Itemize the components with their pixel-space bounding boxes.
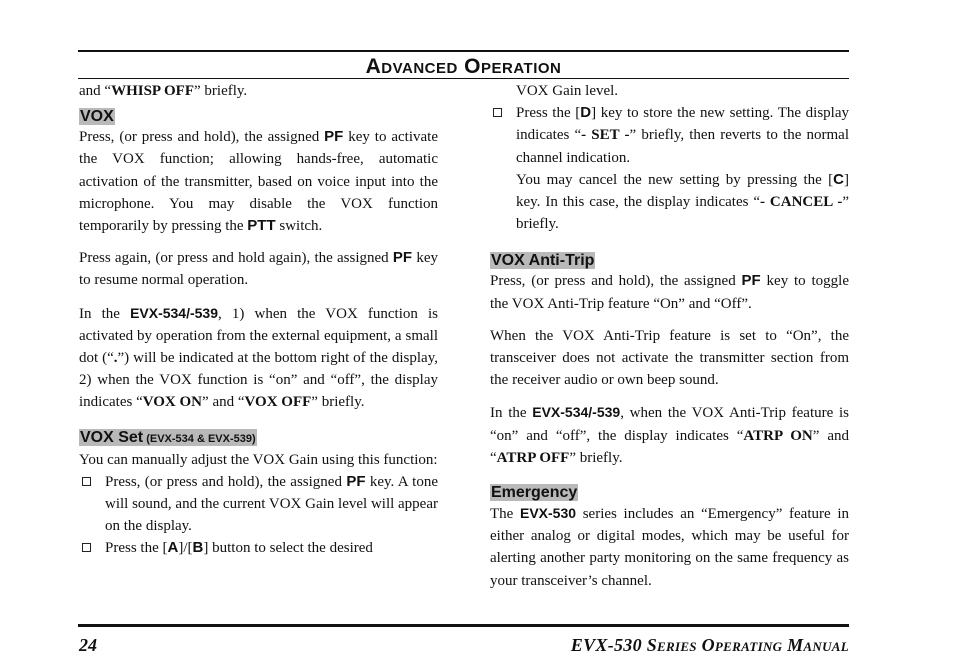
vox-heading: VOX [80,108,114,126]
vox-set-step-1: Press, (or press and hold), the assigned PF key. A tone will sound, and the current VOX Gain level will appear on the display. [79,471,438,538]
anti-trip-paragraph-2: When the VOX Anti-Trip feature is set to “On”, the transceiver does not activate the transmitter section from the receiver audio or own beep sound. [490,327,849,389]
checkbox-bullet-icon [82,543,91,552]
left-column [79,80,438,560]
vox-paragraph-1: Press, (or press and hold), the assigned PF key to activate the VOX function; allowing hands-free, automatic activation of the transmitter, based on voice input into the microphone. You may disable the VOX function temporarily by pressing the PTT switch. [79,128,438,235]
footer-rule [78,624,849,627]
manual-title: EVX-530 Series Operating Manual [570,635,849,655]
anti-trip-paragraph-1: Press, (or press and hold), the assigned PF key to toggle the VOX Anti-Trip feature “On” and “Off”. [490,272,849,312]
emergency-paragraph: The EVX-530 series includes an “Emergency” feature in either analog or digital modes, which may be useful for alerting another party monitoring on the same frequency as your transceiver’s channel. [490,505,849,589]
anti-trip-paragraph-3: In the EVX-534/-539, when the VOX Anti-Trip feature is “on” and “off”, the display indicates “ATRP ON” and “ATRP OFF” briefly. [490,404,849,466]
vox-anti-trip-heading: VOX Anti-Trip [491,252,595,270]
cancel-note: You may cancel the new setting by pressing the [C] key. In this case, the display indicates “- CANCEL -” briefly. [516,170,849,233]
vox-paragraph-3: In the EVX-534/-539, 1) when the VOX function is activated by operation from the external equipment, a small dot (“.”) will be indicated at the bottom right of the display, 2) when the VOX function is “on” and “off”, the display indicates “VOX ON” and “VOX OFF” briefly. [79,304,438,411]
vox-set-heading: VOX Set (EVX-534 & EVX-539) [80,428,256,446]
vox-paragraph-2: Press again, (or press and hold again), the assigned PF key to resume normal operation. [79,249,438,289]
page-title: Advanced Operation [365,55,562,78]
vox-set-paragraph: You can manually adjust the VOX Gain using this function: [79,451,438,468]
title-rule [78,78,849,79]
page-number: 24 [79,635,97,655]
checkbox-bullet-icon [82,477,91,486]
emergency-heading: Emergency [491,484,578,502]
intro-line: and “WHISP OFF” briefly. [79,83,248,99]
right-column [490,80,849,592]
top-rule [78,50,849,52]
vox-set-step-2-continued: VOX Gain level. [516,83,619,99]
checkbox-bullet-icon [493,108,502,117]
vox-set-step-2: Press the [A]/[B] button to select the desired [79,537,438,559]
vox-set-step-3: Press the [D] key to store the new setting. The display indicates “- SET -” briefly, then reverts to the normal channel indication. [490,102,849,169]
